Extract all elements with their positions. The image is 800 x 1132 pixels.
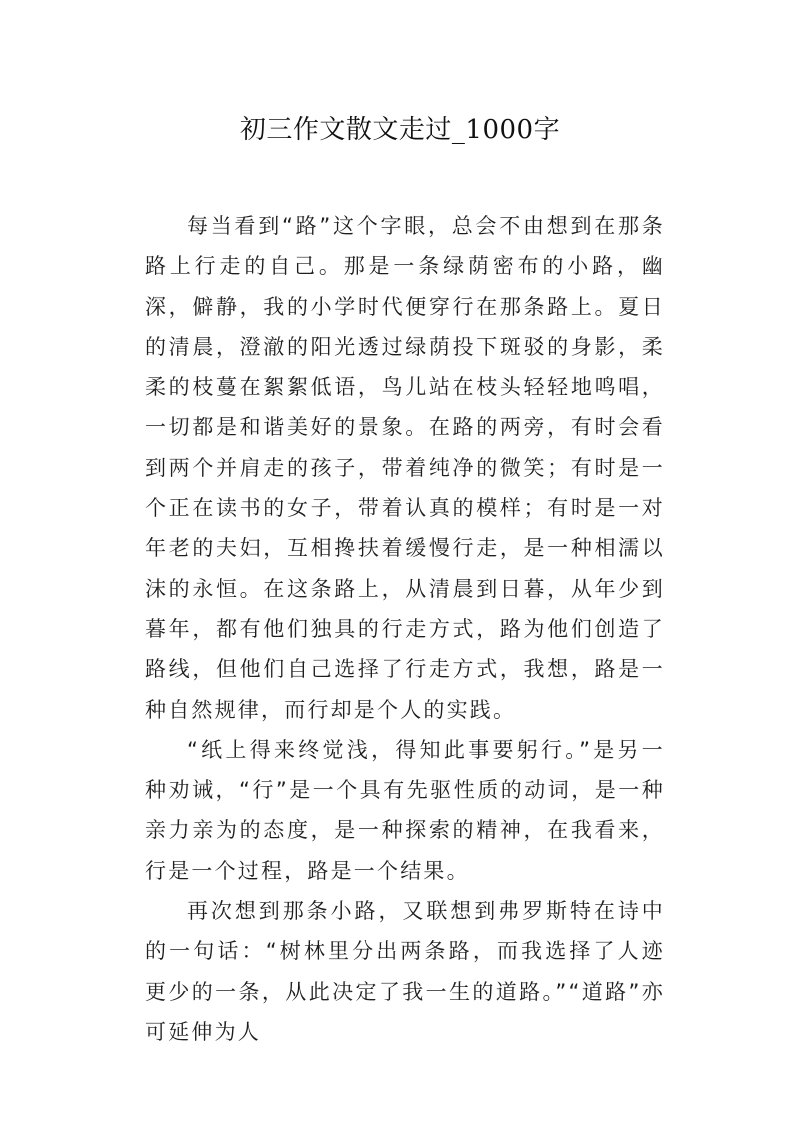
paragraph-2: “纸上得来终觉浅，得知此事要躬行。”是另一种劝诫，“行”是一个具有先驱性质的动词，是一种亲力亲为的态度，是一种探索的精神，在我看来，行是一个过程，路是一个结果。 [145,737,665,883]
document-title: 初三作文散文走过_1000字 [239,115,561,145]
document-body [145,206,665,1052]
paragraph-3: 再次想到那条小路，又联想到弗罗斯特在诗中的一句话：“树林里分出两条路，而我选择了人迹更少的一条，从此决定了我一生的道路。”“道路”亦可延伸为人 [145,899,665,1044]
paragraph-1: 每当看到“路”这个字眼，总会不由想到在那条路上行走的自己。那是一条绿荫密布的小路，幽深，僻静，我的小学时代便穿行在那条路上。夏日的清晨，澄澈的阳光透过绿荫投下斑驳的身影，柔柔的枝蔓在絮絮低语，鸟儿站在枝头轻轻地鸣唱，一切都是和谐美好的景象。在路的两旁，有时会看到两个并肩走的孩子，带着纯净的微笑；有时是一个正在读书的女子，带着认真的模样；有时是一对年老的夫妇，互相搀扶着缓慢行走，是一种相濡以沫的永恒。在这条路上，从清晨到日暮，从年少到暮年，都有他们独具的行走方式，路为他们创造了路线，但他们自己选择了行走方式，我想，路是一种自然规律，而行却是个人的实践。 [145,214,665,722]
